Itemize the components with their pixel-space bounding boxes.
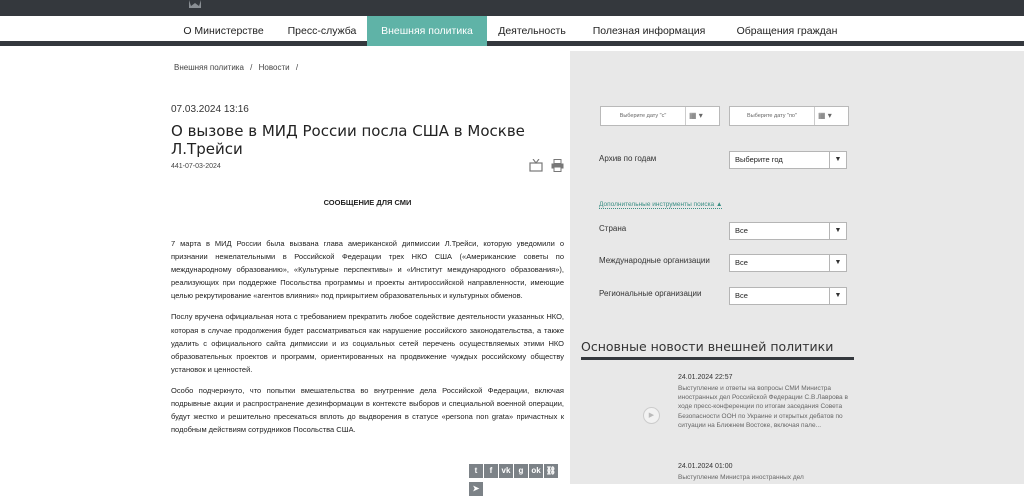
breadcrumb	[174, 63, 302, 72]
paragraph: Послу вручена официальная нота с требованием прекратить любое содействие деятельности указанных НКО, которая в случае продолжения будет рассматриваться как нарушение российского законодательства, а также удалить с официального сайта дипмиссии и из социальных сетей перечень осуществляемых этими НКО образовательных проектов и программ, ориентированных на продвижение чуждых российскому обществу установок и ценностей.	[171, 312, 564, 374]
year-select[interactable]	[729, 151, 847, 169]
chevron-down-icon: ▼	[829, 255, 846, 271]
news-heading-underline	[581, 357, 854, 360]
calendar-icon: ▦ ▾	[818, 111, 832, 120]
breadcrumb-foreign-policy[interactable]: Внешняя политика	[174, 63, 244, 72]
top-bar	[0, 0, 1024, 16]
odnoklassniki-icon[interactable]: ok	[529, 464, 543, 478]
news-heading: Основные новости внешней политики	[581, 339, 834, 354]
news-date: 24.01.2024 22:57	[678, 374, 733, 381]
facebook-icon[interactable]: f	[484, 464, 498, 478]
intl-orgs-label: Международные организации	[599, 256, 710, 265]
news-text[interactable]: Выступление Министра иностранных дел	[678, 474, 804, 481]
paragraph: Особо подчеркнуто, что попытки вмешательства во внутренние дела Российской Федерации, включая подрывные акции и распространение дезинформации в контексте выборов и специальной военной операции, будут жестко и решительно пресекаться вплоть до выдворения в статусе «persona non grata» причастных к подобным действиям сотрудников Посольства США.	[171, 385, 564, 435]
article-date: 07.03.2024 13:16	[171, 104, 249, 115]
chevron-down-icon: ▼	[829, 288, 846, 304]
breadcrumb-separator: /	[295, 63, 299, 72]
intl-orgs-select[interactable]	[729, 254, 847, 272]
nav-useful-info[interactable]: Полезная информация	[592, 25, 706, 37]
country-label: Страна	[599, 224, 627, 233]
nav-activity[interactable]: Деятельность	[498, 25, 566, 37]
chevron-down-icon: ▼	[829, 223, 846, 239]
paragraph: 7 марта в МИД России была вызвана глава американской дипмиссии Л.Трейси, которую уведомили о признании нежелательными в Российской Федерации трех НКО США («Американские советы по международному образованию», «Культурные перспективы» и «Институт международного образования»), реализующих при поддержке Посольства программы и проекты антироссийской направленности, имеющие целью рекрутирование «агентов влияния» под прикрытием образовательных и культурных обменов.	[171, 239, 564, 301]
article-body	[171, 237, 564, 444]
intl-orgs-select-value: Все	[735, 258, 748, 267]
print-icon[interactable]	[551, 159, 564, 172]
date-from-picker[interactable]	[600, 106, 720, 126]
country-select-value: Все	[735, 226, 748, 235]
nav-foreign-policy[interactable]: Внешняя политика	[367, 16, 487, 46]
tv-icon[interactable]	[529, 159, 543, 172]
year-select-value: Выберите год	[735, 155, 783, 164]
nav-citizens[interactable]: Обращения граждан	[736, 25, 838, 37]
main-nav	[0, 16, 1024, 46]
article-column	[0, 51, 570, 493]
chevron-down-icon: ▼	[829, 152, 846, 168]
regional-orgs-select-value: Все	[735, 291, 748, 300]
regional-orgs-label: Региональные организации	[599, 289, 702, 298]
date-to-label: Выберите дату "по"	[730, 107, 815, 125]
news-text[interactable]: Выступление и ответы на вопросы СМИ Министра иностранных дел Российской Федерации С.В.Лаврова в ходе пресс-конференции по итогам заседания Совета Безопасности ООН по Украине и открытых дебатов по ситуации на Ближнем Востоке, включая пале...	[678, 385, 848, 429]
play-icon[interactable]: ▶	[643, 407, 660, 424]
coat-of-arms-logo[interactable]	[186, 0, 204, 8]
nav-press[interactable]: Пресс-служба	[287, 25, 357, 37]
country-select[interactable]	[729, 222, 847, 240]
calendar-icon: ▦ ▾	[689, 111, 703, 120]
link-icon[interactable]: ⛓	[544, 464, 558, 478]
archive-label: Архив по годам	[599, 154, 657, 163]
regional-orgs-select[interactable]	[729, 287, 847, 305]
telegram-icon[interactable]: ➤	[469, 482, 483, 496]
date-to-picker[interactable]	[729, 106, 849, 126]
document-number: 441-07-03-2024	[171, 163, 221, 170]
vk-icon[interactable]: vk	[499, 464, 513, 478]
twitter-icon[interactable]: t	[469, 464, 483, 478]
share-bar	[469, 460, 570, 493]
breadcrumb-separator: /	[250, 63, 253, 72]
message-heading: СООБЩЕНИЕ ДЛЯ СМИ	[323, 198, 412, 207]
googleplus-icon[interactable]: g	[514, 464, 528, 478]
breadcrumb-news[interactable]: Новости	[258, 63, 290, 72]
news-date: 24.01.2024 01:00	[678, 463, 733, 470]
filter-sidebar	[570, 51, 1024, 484]
article-title: О вызове в МИД России посла США в Москве Л.Трейси	[171, 122, 525, 158]
date-from-label: Выберите дату "с"	[601, 107, 686, 125]
advanced-search-link[interactable]: Дополнительные инструменты поиска ▲	[599, 201, 723, 208]
nav-ministry[interactable]: О Министерстве	[183, 25, 264, 37]
